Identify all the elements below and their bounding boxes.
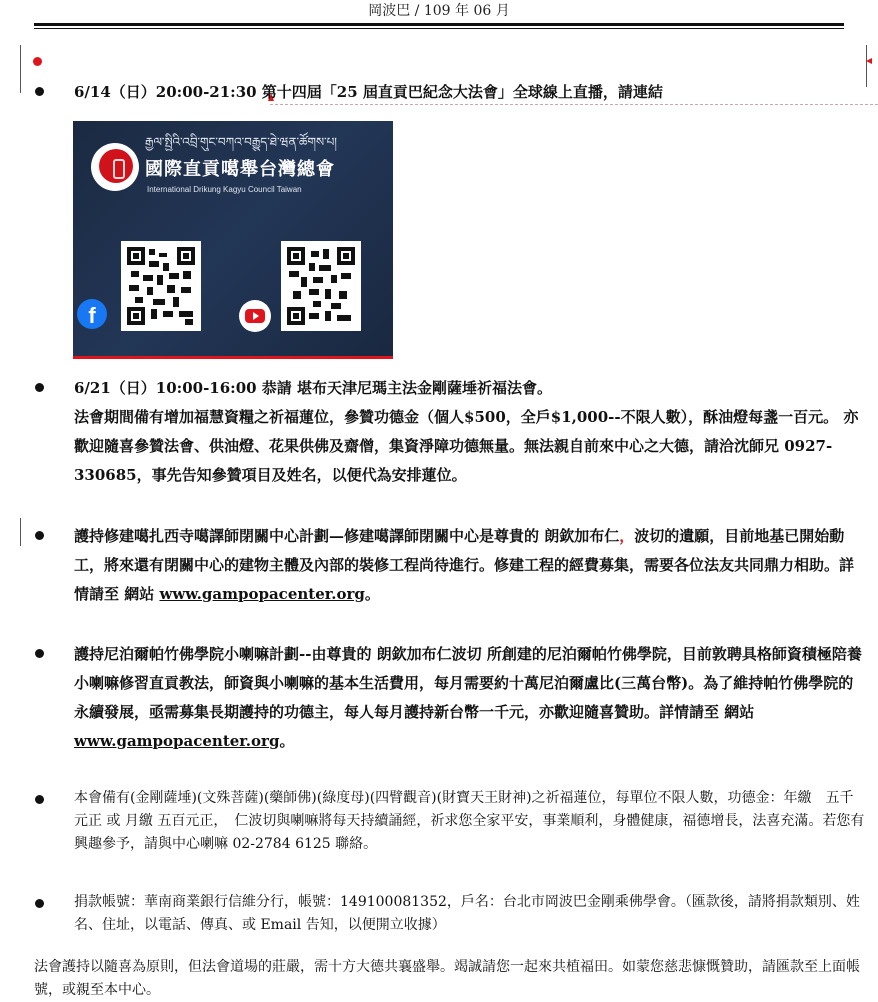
header-rule bbox=[34, 23, 844, 26]
youtube-qr-code[interactable] bbox=[281, 241, 361, 331]
closing-paragraph: 法會護持以隨喜為原則，但法會道場的莊嚴，需十方大德共襄盛舉。竭誠請您一起來共植福田。如蒙您慈悲慷慨贊助，請匯款至上面帳號，或親至本中心。 bbox=[34, 959, 860, 998]
retreat-text-end: 。 bbox=[364, 585, 380, 603]
retreat-center-project bbox=[74, 522, 866, 609]
event-line-1: 6/14（日）20:00-21:30 第十四屆「25 屆直貢巴紀念大法會」全球線上直播，請連結 bbox=[74, 83, 663, 101]
bullet-icon bbox=[35, 531, 44, 540]
banner-org-name: 國際直貢噶舉台灣總會 bbox=[145, 159, 335, 180]
facebook-qr-code[interactable] bbox=[121, 241, 201, 331]
bullet-icon bbox=[35, 795, 44, 804]
donation-account-info: 捐款帳號：華南商業銀行信維分行，帳號：149100081352，戶名：台北市岡波巴金剛乘佛學會。（匯款後，請將捐款類別、姓名、住址，以電話、傳真、或 Email 告知，以便開立收據） bbox=[74, 894, 860, 933]
banner-org-name-en: International Drikung Kagyu Council Taiwan bbox=[147, 185, 302, 194]
bullet-icon bbox=[35, 899, 44, 908]
monk-support-project bbox=[74, 640, 866, 756]
comment-marker bbox=[33, 57, 42, 66]
banner-tibetan-title: རྒྱལ་སྤྱིའི་འབྲི་གུང་བཀའ་བརྒྱུད་ཐེ་ཝན་ཚོགས་པ། bbox=[145, 135, 337, 149]
facebook-icon[interactable]: f bbox=[77, 299, 107, 329]
revision-bar bbox=[20, 45, 21, 93]
event-line-2 bbox=[74, 374, 866, 490]
header-rule-thin bbox=[34, 28, 844, 29]
blessing-lotus-info: 本會備有(金剛薩埵)(文殊菩薩)(藥師佛)(綠度母)(四臂觀音)(財寶天王財神)之祈福蓮位，每單位不限人數，功德金：年繳 五千元正 或 月繳 五百元正， 仁波切與喇嘛將每天持續誦經，祈求您全家平安，事業順利，身體健康，福德增長，法喜充滿。若您有興趣參予，請與中心喇嘛 02-2784 6125 聯絡。 bbox=[74, 790, 865, 852]
event-2-body: 法會期間備有增加福慧資糧之祈福蓮位，參贊功德金（個人$500，全戶$1,000--不限人數），酥油燈每盞一百元。 亦歡迎隨喜參贊法會、供油燈、花果供佛及齋僧，集資淨障功德無量。無法親自前來中心之大德，請洽沈師兄 0927-330685，事先告知參贊項目及姓名，以便代為安排蓮位。 bbox=[74, 408, 859, 484]
bullet-icon bbox=[35, 87, 44, 96]
event-2-title: 6/21（日）10:00-16:00 恭請 堪布天津尼瑪主法金剛薩埵祈福法會。 bbox=[74, 379, 553, 397]
monk-support-end: 。 bbox=[279, 732, 295, 750]
bullet-icon bbox=[35, 383, 44, 392]
website-link[interactable]: www.gampopacenter.org bbox=[74, 732, 280, 750]
livestream-banner[interactable] bbox=[73, 121, 393, 359]
revision-comma: ， bbox=[619, 527, 635, 545]
revision-bar bbox=[20, 518, 21, 546]
bullet-icon bbox=[35, 649, 44, 658]
comment-arrow-icon bbox=[866, 58, 872, 64]
monk-support-text: 護持尼泊爾帕竹佛學院小喇嘛計劃--由尊貴的 朗欽加布仁波切 所創建的尼泊爾帕竹佛學院，目前敦聘具格師資積極陪養小喇嘛修習直貢教法，師資與小喇嘛的基本生活費用，每月需要約十萬尼泊爾盧比(三萬台幣)。為了維持帕竹佛學院的永續發展，亟需募集長期護持的功德主，每人每月護持新台幣一千元，亦歡迎隨喜贊助。詳情請至 網站 bbox=[74, 645, 862, 721]
retreat-text-part2: 波切的遺願，目前地基已開始動工，將來還有閉關中心的建物主體及內部的裝修工程尚待進行。修建工程的經費募集，需要各位法友共同鼎力相助。詳情請至 網站 bbox=[74, 527, 855, 603]
website-link[interactable]: www.gampopacenter.org bbox=[159, 585, 365, 603]
org-logo bbox=[91, 143, 139, 191]
revision-bar bbox=[866, 45, 867, 87]
page-header: 岡波巴 / 109 年 06 月 bbox=[368, 3, 510, 19]
youtube-icon[interactable] bbox=[239, 300, 271, 332]
banner-underline bbox=[73, 356, 393, 359]
retreat-text-part1: 護持修建噶扎西寺噶譯師閉關中心計劃—修建噶譯師閉關中心是尊貴的 朗欽加布仁 bbox=[74, 527, 620, 545]
